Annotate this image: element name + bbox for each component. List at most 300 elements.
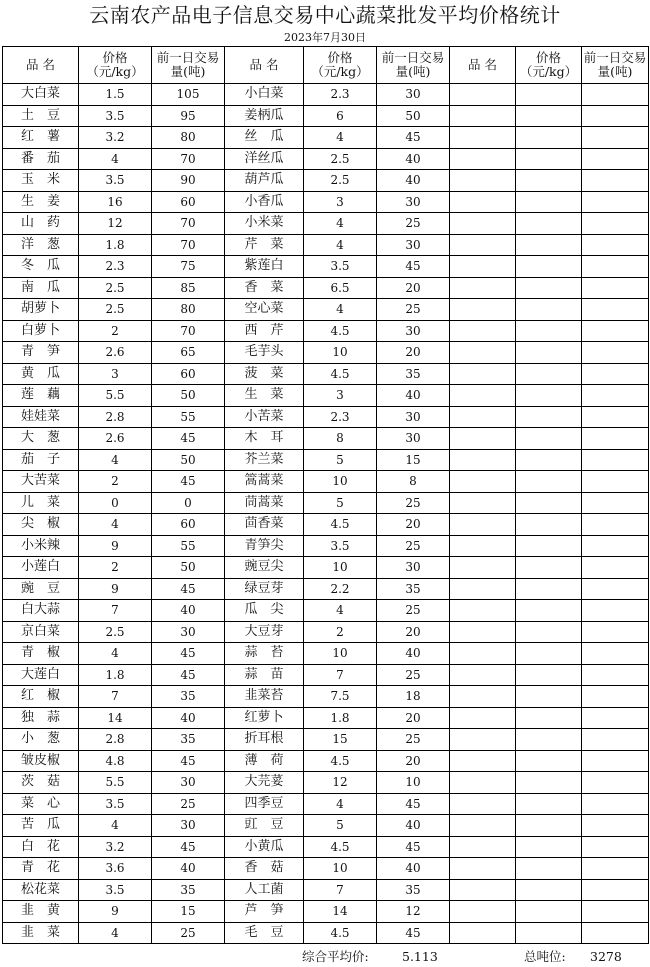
- middle-price-cell: 4.5: [304, 750, 377, 772]
- left-volume-cell: 0: [152, 492, 225, 514]
- middle-name-cell: 芹 菜: [225, 234, 304, 256]
- left-volume-cell: 45: [152, 471, 225, 493]
- left-name-cell: 娃娃菜: [3, 406, 79, 428]
- table-row: [3, 879, 649, 901]
- middle-name-cell: 毛芋头: [225, 342, 304, 364]
- header-price: 价格（元/kg）: [79, 47, 152, 84]
- empty-cell: [582, 879, 649, 901]
- table-row: [3, 793, 649, 815]
- empty-cell: [450, 664, 516, 686]
- middle-volume-cell: 10: [377, 772, 450, 794]
- empty-cell: [582, 600, 649, 622]
- left-volume-cell: 30: [152, 772, 225, 794]
- table-row: [3, 621, 649, 643]
- middle-volume-cell: 25: [377, 600, 450, 622]
- left-price-cell: 3: [79, 363, 152, 385]
- left-price-cell: 7: [79, 686, 152, 708]
- middle-volume-cell: 25: [377, 213, 450, 235]
- empty-cell: [450, 320, 516, 342]
- middle-name-cell: 折耳根: [225, 729, 304, 751]
- left-price-cell: 5.5: [79, 385, 152, 407]
- left-volume-cell: 25: [152, 793, 225, 815]
- left-volume-cell: 40: [152, 600, 225, 622]
- table-row: [3, 514, 649, 536]
- left-volume-cell: 60: [152, 514, 225, 536]
- empty-cell: [582, 686, 649, 708]
- average-price-value: 5.113: [402, 949, 438, 964]
- average-price-label: 综合平均价:: [302, 949, 369, 964]
- middle-name-cell: 芦 笋: [225, 901, 304, 923]
- empty-cell: [582, 299, 649, 321]
- left-price-cell: 2: [79, 471, 152, 493]
- left-price-cell: 2.8: [79, 406, 152, 428]
- left-name-cell: 小莲白: [3, 557, 79, 579]
- middle-price-cell: 4.5: [304, 836, 377, 858]
- table-header-row: [3, 47, 649, 84]
- left-name-cell: 小 葱: [3, 729, 79, 751]
- middle-name-cell: 芥兰菜: [225, 449, 304, 471]
- empty-cell: [450, 84, 516, 106]
- empty-cell: [450, 471, 516, 493]
- table-row: [3, 191, 649, 213]
- middle-name-cell: 西 芹: [225, 320, 304, 342]
- report-date: 2023年7月30日: [284, 31, 366, 44]
- middle-price-cell: 8: [304, 428, 377, 450]
- empty-cell: [582, 385, 649, 407]
- empty-cell: [450, 707, 516, 729]
- middle-volume-cell: 35: [377, 363, 450, 385]
- middle-volume-cell: 18: [377, 686, 450, 708]
- left-volume-cell: 45: [152, 836, 225, 858]
- left-price-cell: 3.6: [79, 858, 152, 880]
- middle-name-cell: 菠 菜: [225, 363, 304, 385]
- empty-cell: [450, 299, 516, 321]
- middle-name-cell: 大芫荽: [225, 772, 304, 794]
- table-row: [3, 772, 649, 794]
- middle-price-cell: 4: [304, 299, 377, 321]
- empty-cell: [450, 879, 516, 901]
- middle-price-cell: 4: [304, 600, 377, 622]
- table-row: [3, 600, 649, 622]
- empty-cell: [516, 492, 582, 514]
- empty-cell: [516, 922, 582, 944]
- left-price-cell: 16: [79, 191, 152, 213]
- middle-price-cell: 7: [304, 664, 377, 686]
- table-row: [3, 664, 649, 686]
- middle-volume-cell: 40: [377, 385, 450, 407]
- middle-price-cell: 3: [304, 385, 377, 407]
- middle-volume-cell: 20: [377, 621, 450, 643]
- left-price-cell: 7: [79, 600, 152, 622]
- left-volume-cell: 25: [152, 922, 225, 944]
- middle-name-cell: 蒜 苗: [225, 664, 304, 686]
- left-price-cell: 2.6: [79, 428, 152, 450]
- left-name-cell: 尖 椒: [3, 514, 79, 536]
- middle-price-cell: 10: [304, 557, 377, 579]
- left-volume-cell: 45: [152, 428, 225, 450]
- middle-price-cell: 2.3: [304, 406, 377, 428]
- empty-cell: [450, 492, 516, 514]
- left-name-cell: 红 椒: [3, 686, 79, 708]
- middle-name-cell: 茴香菜: [225, 514, 304, 536]
- middle-name-cell: 蒜 苔: [225, 643, 304, 665]
- middle-volume-cell: 45: [377, 793, 450, 815]
- empty-cell: [516, 170, 582, 192]
- left-price-cell: 2: [79, 320, 152, 342]
- middle-name-cell: 瓜 尖: [225, 600, 304, 622]
- table-row: [3, 234, 649, 256]
- middle-volume-cell: 8: [377, 471, 450, 493]
- table-row: [3, 471, 649, 493]
- left-volume-cell: 55: [152, 535, 225, 557]
- middle-volume-cell: 25: [377, 664, 450, 686]
- middle-price-cell: 10: [304, 342, 377, 364]
- middle-name-cell: 绿豆芽: [225, 578, 304, 600]
- middle-name-cell: 紫莲白: [225, 256, 304, 278]
- empty-cell: [582, 729, 649, 751]
- left-volume-cell: 60: [152, 363, 225, 385]
- left-price-cell: 14: [79, 707, 152, 729]
- middle-volume-cell: 25: [377, 729, 450, 751]
- middle-name-cell: 香 菇: [225, 858, 304, 880]
- middle-price-cell: 4.5: [304, 320, 377, 342]
- middle-volume-cell: 15: [377, 449, 450, 471]
- left-price-cell: 2.8: [79, 729, 152, 751]
- middle-name-cell: 小苦菜: [225, 406, 304, 428]
- empty-cell: [516, 621, 582, 643]
- empty-cell: [516, 858, 582, 880]
- empty-cell: [582, 277, 649, 299]
- header-name: 品 名: [225, 47, 304, 84]
- middle-volume-cell: 30: [377, 234, 450, 256]
- empty-cell: [516, 84, 582, 106]
- empty-cell: [582, 342, 649, 364]
- left-name-cell: 玉 米: [3, 170, 79, 192]
- middle-volume-cell: 20: [377, 707, 450, 729]
- empty-cell: [516, 127, 582, 149]
- middle-volume-cell: 40: [377, 148, 450, 170]
- left-volume-cell: 45: [152, 643, 225, 665]
- left-volume-cell: 35: [152, 729, 225, 751]
- left-price-cell: 1.5: [79, 84, 152, 106]
- left-name-cell: 大白菜: [3, 84, 79, 106]
- middle-price-cell: 5: [304, 492, 377, 514]
- middle-volume-cell: 45: [377, 256, 450, 278]
- left-name-cell: 莲 藕: [3, 385, 79, 407]
- left-name-cell: 青 笋: [3, 342, 79, 364]
- empty-cell: [582, 836, 649, 858]
- middle-price-cell: 3.5: [304, 535, 377, 557]
- middle-volume-cell: 45: [377, 836, 450, 858]
- empty-cell: [582, 621, 649, 643]
- empty-cell: [516, 299, 582, 321]
- left-price-cell: 9: [79, 578, 152, 600]
- empty-cell: [582, 320, 649, 342]
- table-row: [3, 105, 649, 127]
- left-volume-cell: 60: [152, 191, 225, 213]
- table-row: [3, 729, 649, 751]
- middle-volume-cell: 25: [377, 492, 450, 514]
- middle-name-cell: 小香瓜: [225, 191, 304, 213]
- empty-cell: [450, 385, 516, 407]
- left-price-cell: 4.8: [79, 750, 152, 772]
- middle-name-cell: 薄 荷: [225, 750, 304, 772]
- middle-price-cell: 5: [304, 815, 377, 837]
- empty-cell: [450, 922, 516, 944]
- left-name-cell: 青 椒: [3, 643, 79, 665]
- empty-cell: [582, 535, 649, 557]
- left-name-cell: 白萝卜: [3, 320, 79, 342]
- left-price-cell: 4: [79, 514, 152, 536]
- left-name-cell: 白大蒜: [3, 600, 79, 622]
- empty-cell: [450, 105, 516, 127]
- table-row: [3, 922, 649, 944]
- left-volume-cell: 95: [152, 105, 225, 127]
- empty-cell: [450, 772, 516, 794]
- table-row: [3, 858, 649, 880]
- left-volume-cell: 65: [152, 342, 225, 364]
- left-price-cell: 4: [79, 922, 152, 944]
- middle-volume-cell: 30: [377, 84, 450, 106]
- price-table: [2, 46, 649, 944]
- left-price-cell: 0: [79, 492, 152, 514]
- left-name-cell: 豌 豆: [3, 578, 79, 600]
- middle-price-cell: 2.5: [304, 148, 377, 170]
- middle-price-cell: 2.3: [304, 84, 377, 106]
- table-row: [3, 127, 649, 149]
- empty-cell: [450, 363, 516, 385]
- table-row: [3, 535, 649, 557]
- left-name-cell: 松花菜: [3, 879, 79, 901]
- middle-name-cell: 姜柄瓜: [225, 105, 304, 127]
- table-row: [3, 84, 649, 106]
- empty-cell: [516, 535, 582, 557]
- left-price-cell: 9: [79, 535, 152, 557]
- middle-volume-cell: 35: [377, 578, 450, 600]
- table-row: [3, 385, 649, 407]
- middle-price-cell: 2: [304, 621, 377, 643]
- middle-name-cell: 生 菜: [225, 385, 304, 407]
- empty-cell: [450, 191, 516, 213]
- table-row: [3, 449, 649, 471]
- table-row: [3, 686, 649, 708]
- left-volume-cell: 80: [152, 127, 225, 149]
- left-volume-cell: 105: [152, 84, 225, 106]
- left-price-cell: 2.3: [79, 256, 152, 278]
- middle-volume-cell: 30: [377, 191, 450, 213]
- left-name-cell: 儿 菜: [3, 492, 79, 514]
- left-price-cell: 3.5: [79, 879, 152, 901]
- empty-cell: [450, 449, 516, 471]
- empty-cell: [516, 664, 582, 686]
- header-price: 价格（元/kg）: [516, 47, 582, 84]
- middle-name-cell: 香 菜: [225, 277, 304, 299]
- empty-cell: [450, 234, 516, 256]
- empty-cell: [516, 600, 582, 622]
- middle-volume-cell: 30: [377, 406, 450, 428]
- left-name-cell: 菜 心: [3, 793, 79, 815]
- empty-cell: [516, 750, 582, 772]
- empty-cell: [450, 815, 516, 837]
- table-row: [3, 815, 649, 837]
- middle-volume-cell: 25: [377, 535, 450, 557]
- empty-cell: [450, 858, 516, 880]
- empty-cell: [450, 148, 516, 170]
- empty-cell: [450, 578, 516, 600]
- table-row: [3, 213, 649, 235]
- middle-volume-cell: 45: [377, 922, 450, 944]
- left-volume-cell: 70: [152, 148, 225, 170]
- empty-cell: [516, 191, 582, 213]
- middle-price-cell: 5: [304, 449, 377, 471]
- middle-volume-cell: 30: [377, 428, 450, 450]
- left-price-cell: 2.5: [79, 299, 152, 321]
- left-name-cell: 大莲白: [3, 664, 79, 686]
- empty-cell: [582, 191, 649, 213]
- middle-price-cell: 4: [304, 793, 377, 815]
- table-row: [3, 342, 649, 364]
- left-volume-cell: 50: [152, 557, 225, 579]
- left-name-cell: 茨 菇: [3, 772, 79, 794]
- empty-cell: [582, 750, 649, 772]
- left-volume-cell: 55: [152, 406, 225, 428]
- left-price-cell: 3.5: [79, 793, 152, 815]
- empty-cell: [582, 127, 649, 149]
- middle-volume-cell: 20: [377, 277, 450, 299]
- header-volume: 前一日交易量(吨): [582, 47, 649, 84]
- left-volume-cell: 45: [152, 664, 225, 686]
- left-name-cell: 红 薯: [3, 127, 79, 149]
- middle-name-cell: 小米菜: [225, 213, 304, 235]
- header-name: 品 名: [450, 47, 516, 84]
- middle-name-cell: 空心菜: [225, 299, 304, 321]
- middle-volume-cell: 25: [377, 299, 450, 321]
- empty-cell: [582, 449, 649, 471]
- empty-cell: [516, 815, 582, 837]
- table-row: [3, 170, 649, 192]
- empty-cell: [450, 535, 516, 557]
- empty-cell: [516, 879, 582, 901]
- left-price-cell: 2.5: [79, 621, 152, 643]
- middle-name-cell: 毛 豆: [225, 922, 304, 944]
- empty-cell: [582, 363, 649, 385]
- middle-name-cell: 葫芦瓜: [225, 170, 304, 192]
- empty-cell: [582, 406, 649, 428]
- empty-cell: [582, 858, 649, 880]
- empty-cell: [450, 600, 516, 622]
- empty-cell: [582, 492, 649, 514]
- middle-price-cell: 4: [304, 234, 377, 256]
- empty-cell: [582, 471, 649, 493]
- left-price-cell: 5.5: [79, 772, 152, 794]
- empty-cell: [516, 471, 582, 493]
- left-name-cell: 生 姜: [3, 191, 79, 213]
- page-title: 云南农产品电子信息交易中心蔬菜批发平均价格统计: [89, 3, 561, 27]
- left-price-cell: 3.5: [79, 170, 152, 192]
- middle-name-cell: 篙蒿菜: [225, 471, 304, 493]
- empty-cell: [516, 557, 582, 579]
- left-volume-cell: 45: [152, 578, 225, 600]
- left-price-cell: 2: [79, 557, 152, 579]
- empty-cell: [450, 213, 516, 235]
- table-row: [3, 492, 649, 514]
- middle-name-cell: 四季豆: [225, 793, 304, 815]
- middle-price-cell: 7.5: [304, 686, 377, 708]
- middle-name-cell: 青笋尖: [225, 535, 304, 557]
- empty-cell: [582, 428, 649, 450]
- empty-cell: [450, 750, 516, 772]
- left-price-cell: 4: [79, 449, 152, 471]
- middle-price-cell: 10: [304, 643, 377, 665]
- empty-cell: [516, 707, 582, 729]
- empty-cell: [516, 901, 582, 923]
- left-name-cell: 白 花: [3, 836, 79, 858]
- empty-cell: [582, 514, 649, 536]
- left-price-cell: 12: [79, 213, 152, 235]
- left-volume-cell: 70: [152, 320, 225, 342]
- middle-volume-cell: 12: [377, 901, 450, 923]
- middle-price-cell: 4.5: [304, 363, 377, 385]
- left-volume-cell: 15: [152, 901, 225, 923]
- middle-price-cell: 12: [304, 772, 377, 794]
- left-volume-cell: 45: [152, 750, 225, 772]
- table-row: [3, 299, 649, 321]
- empty-cell: [516, 320, 582, 342]
- empty-cell: [582, 578, 649, 600]
- middle-name-cell: 韭菜苔: [225, 686, 304, 708]
- empty-cell: [516, 213, 582, 235]
- empty-cell: [516, 449, 582, 471]
- empty-cell: [516, 578, 582, 600]
- left-name-cell: 大苦菜: [3, 471, 79, 493]
- table-row: [3, 557, 649, 579]
- middle-volume-cell: 20: [377, 750, 450, 772]
- left-name-cell: 韭 黄: [3, 901, 79, 923]
- left-price-cell: 9: [79, 901, 152, 923]
- left-name-cell: 小米辣: [3, 535, 79, 557]
- left-price-cell: 3.2: [79, 127, 152, 149]
- empty-cell: [582, 664, 649, 686]
- middle-price-cell: 2.2: [304, 578, 377, 600]
- left-name-cell: 黄 瓜: [3, 363, 79, 385]
- middle-price-cell: 2.5: [304, 170, 377, 192]
- left-name-cell: 韭 菜: [3, 922, 79, 944]
- left-name-cell: 大 葱: [3, 428, 79, 450]
- left-name-cell: 番 茄: [3, 148, 79, 170]
- left-price-cell: 3.5: [79, 105, 152, 127]
- empty-cell: [516, 277, 582, 299]
- middle-volume-cell: 20: [377, 342, 450, 364]
- middle-price-cell: 14: [304, 901, 377, 923]
- middle-name-cell: 豇 豆: [225, 815, 304, 837]
- middle-price-cell: 6: [304, 105, 377, 127]
- middle-name-cell: 红萝卜: [225, 707, 304, 729]
- table-row: [3, 148, 649, 170]
- left-volume-cell: 50: [152, 385, 225, 407]
- empty-cell: [450, 686, 516, 708]
- empty-cell: [582, 643, 649, 665]
- empty-cell: [516, 772, 582, 794]
- left-volume-cell: 70: [152, 234, 225, 256]
- empty-cell: [582, 84, 649, 106]
- empty-cell: [450, 127, 516, 149]
- header-price: 价格（元/kg）: [304, 47, 377, 84]
- left-volume-cell: 85: [152, 277, 225, 299]
- middle-name-cell: 小黄瓜: [225, 836, 304, 858]
- empty-cell: [516, 406, 582, 428]
- middle-volume-cell: 30: [377, 320, 450, 342]
- table-row: [3, 277, 649, 299]
